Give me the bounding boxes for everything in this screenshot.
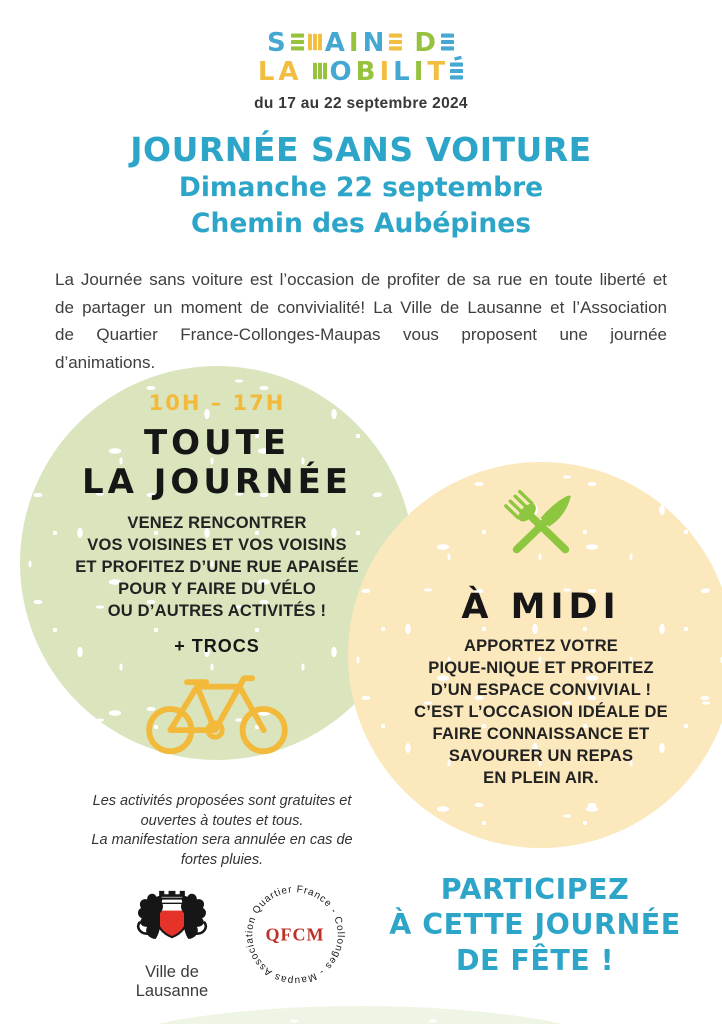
- fork-knife-icon: [348, 476, 722, 581]
- date-range: du 17 au 22 septembre 2024: [254, 95, 468, 112]
- all-day-hours: 10H – 17H: [148, 391, 286, 415]
- cta-text: PARTICIPEZ À CETTE JOURNÉE DE FÊTE !: [389, 873, 681, 977]
- logo-line-1: S AIN D: [0, 30, 722, 59]
- all-day-extra: + TROCS: [174, 635, 260, 656]
- footer-note: Les activités proposées sont gratuites et ouvertes à toutes et tous. La manifestation sera annulée en cas de fortes pluies.: [91, 793, 353, 869]
- intro-paragraph: La Journée sans voiture est l’occasion de profiter de sa rue en toute liberté et de partager un moment de convivialité! La Ville de Lausanne et l’Association de Quartier France-Collonges-Maupas vous proposent une journée d’animations.: [55, 270, 667, 372]
- all-day-heading: TOUTE LA JOURNÉE: [81, 423, 353, 503]
- event-location: Chemin des Aubépines: [191, 207, 531, 239]
- event-date: Dimanche 22 septembre: [178, 172, 544, 204]
- header-logo: [0, 30, 722, 113]
- lausanne-coat-of-arms-icon: [116, 884, 228, 956]
- noon-circle: [348, 462, 722, 848]
- noon-body: APPORTEZ VOTRE PIQUE-NIQUE ET PROFITEZ D’UN ESPACE CONVIVIAL ! C’EST L’OCCASION IDÉALE DE FAIRE CONNAISSANCE ET SAVOURER UN REPAS EN PLEIN AIR.: [414, 637, 668, 787]
- qfcm-ring-text: Association Quartier France - Collonges - Maupas: [244, 884, 346, 986]
- all-day-body: VENEZ RENCONTRER VOS VOISINES ET VOS VOISINS ET PROFITEZ D’UNE RUE APAISÉE POUR Y FAIRE DU VÉLO OU D’AUTRES ACTIVITÉS !: [75, 513, 359, 620]
- bottom-decorative-arc: [75, 1006, 645, 1024]
- title-block: [0, 132, 722, 239]
- lausanne-logo: [112, 884, 232, 1001]
- qfcm-center-text: QFCM: [265, 924, 325, 945]
- qfcm-logo: [238, 878, 352, 992]
- noon-heading: À MIDI: [461, 587, 621, 627]
- page-title: JOURNÉE SANS VOITURE: [130, 130, 592, 169]
- logo-line-2: LA OBILIT: [0, 59, 722, 88]
- lausanne-caption: Ville de Lausanne: [135, 963, 209, 1000]
